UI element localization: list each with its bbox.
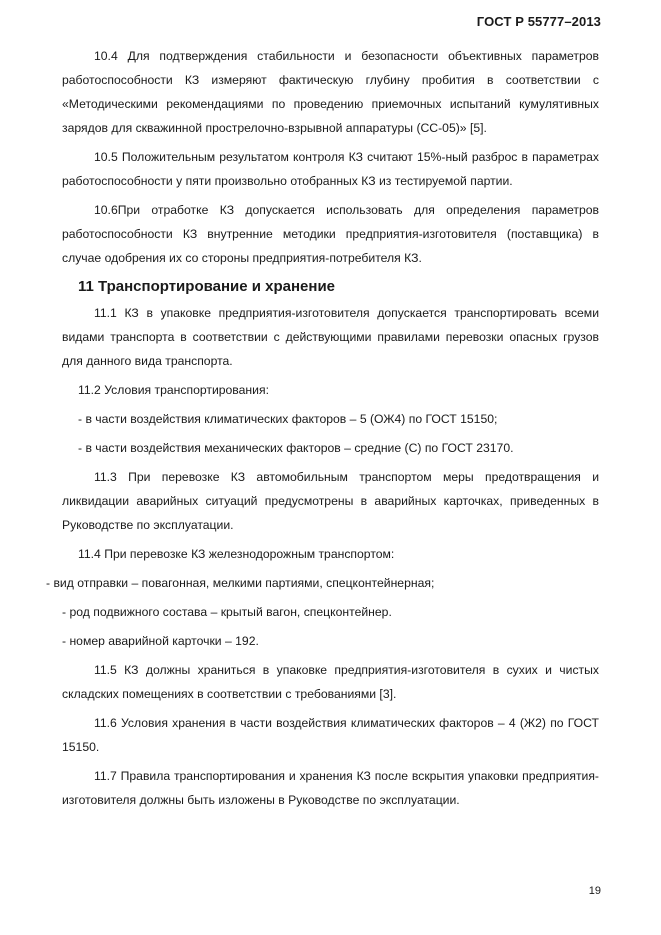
paragraph-11-4: 11.4 При перевозке КЗ железнодорожным транспортом: [78, 547, 395, 561]
paragraph-11-3: 11.3 При перевозке КЗ автомобильным транспортом меры предотвращения и ликвидации аварийных ситуаций предусмотрены в аварийных карточках, приведенных в Руководстве по эксплуатации. [62, 470, 599, 532]
paragraph-10-4: 10.4 Для подтверждения стабильности и безопасности объективных параметров работоспособности КЗ измеряют фактическую глубину пробития в соответствии с «Методическими рекомендациями по проведению приемочных испытаний кумулятивных зарядов для скважинной прострелочно-взрывной аппаратуры (СС-05)» [5]. [62, 49, 599, 135]
list-item-mechanical-factors: - в части воздействия механических факторов – средние (С) по ГОСТ 23170. [78, 441, 514, 455]
paragraph-11-2: 11.2 Условия транспортирования: [78, 383, 269, 397]
section-title-11: 11 Транспортирование и хранение [78, 278, 336, 295]
paragraph-10-6: 10.6При отработке КЗ допускается использовать для определения параметров работоспособности КЗ внутренние методики предприятия-изготовителя (поставщика) в случае одобрения их со стороны предприятия-потребителя КЗ. [62, 203, 599, 265]
list-item-rolling-stock: - род подвижного состава – крытый вагон, спецконтейнер. [62, 605, 392, 619]
paragraph-11-6: 11.6 Условия хранения в части воздействия климатических факторов – 4 (Ж2) по ГОСТ 15150. [62, 716, 599, 754]
paragraph-10-5: 10.5 Положительным результатом контроля КЗ считают 15%-ный разброс в параметрах работоспособности у пяти произвольно отобранных КЗ из тестируемой партии. [62, 150, 599, 188]
paragraph-11-7: 11.7 Правила транспортирования и хранения КЗ после вскрытия упаковки предприятия-изготовителя должны быть изложены в Руководстве по эксплуатации. [62, 769, 599, 807]
document-body [46, 44, 599, 817]
document-header: ГОСТ Р 55777–2013 [476, 14, 601, 29]
list-item-climate-factors: - в части воздействия климатических факторов – 5 (ОЖ4) по ГОСТ 15150; [78, 412, 498, 426]
list-item-shipment-type: - вид отправки – повагонная, мелкими партиями, спецконтейнерная; [46, 576, 435, 590]
list-item-emergency-card: - номер аварийной карточки – 192. [62, 634, 259, 648]
paragraph-11-1: 11.1 КЗ в упаковке предприятия-изготовителя допускается транспортировать всеми видами транспорта в соответствии с действующими правилами перевозки опасных грузов для данного вида транспорта. [62, 306, 599, 368]
paragraph-11-5: 11.5 КЗ должны храниться в упаковке предприятия-изготовителя в сухих и чистых складских помещениях в соответствии с требованиями [3]. [62, 663, 599, 701]
page-number: 19 [588, 885, 601, 897]
